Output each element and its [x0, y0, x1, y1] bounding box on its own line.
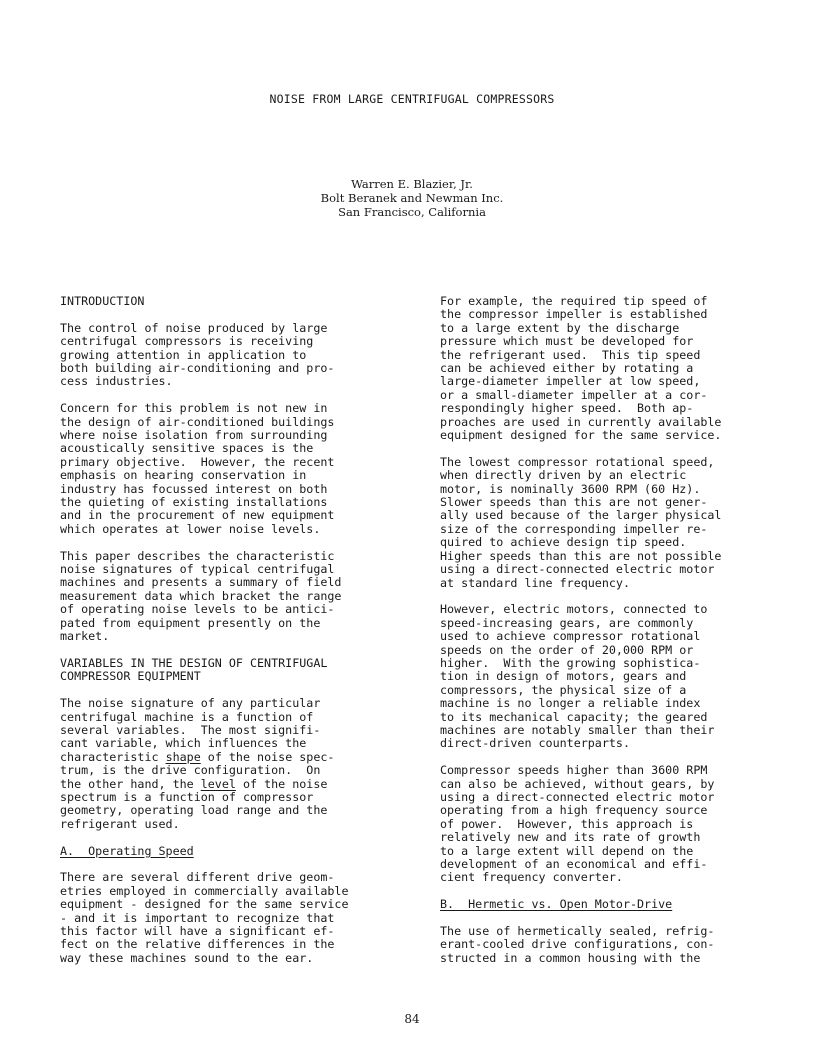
- subsection-title: B. Hermetic vs. Open Motor-Drive: [440, 897, 673, 912]
- author-block: [0, 177, 824, 219]
- emphasis-level: level: [200, 776, 236, 791]
- paragraph: The use of hermetically sealed, refrig- erant-cooled drive configurations, con- structed in a common housing with the: [440, 924, 715, 965]
- right-column: [440, 295, 800, 979]
- paragraph: However, electric motors, connected to speed-increasing gears, are commonly used to achieve compressor rotational speeds on the order of 20,000 RPM or higher. With the growing sophistica- tion in design of motors, gears and compressors, the physical size of a machine is no longer a reliable index to its mechanical capacity; the geared machines are notably smaller than their direct-driven counterparts.: [440, 602, 715, 751]
- subsection-heading-operating-speed: [60, 845, 412, 858]
- paragraph: [60, 697, 412, 831]
- paragraph-text: of the noise spectrum is a function of compressor geometry, operating load range and the refrigerant used.: [60, 776, 328, 831]
- paragraph-text: The noise signature of any particular centrifugal machine is a function of several variables. The most signifi- cant variable, which influences the characteristic: [60, 696, 321, 764]
- author-affiliation: Bolt Beranek and Newman Inc.: [320, 191, 504, 205]
- paragraph: The control of noise produced by large centrifugal compressors is receiving growing attention in application to both building air-conditioning and pro- cess industries.: [60, 320, 335, 389]
- author-name: Warren E. Blazier, Jr.: [351, 177, 473, 191]
- paragraph: This paper describes the characteristic noise signatures of typical centrifugal machines and presents a summary of field measurement data which bracket the range of operating noise levels to be antici- pated from equipment presently on the market.: [60, 548, 342, 644]
- paragraph: There are several different drive geom- etries employed in commercially available equipment - designed for the same service - and it is important to recognize that this factor will have a significant ef- fect on the relative differences in the way these machines sound to the ear.: [60, 870, 349, 965]
- paragraph-text: of the noise spec- trum, is the drive configuration. On the other hand, the: [60, 749, 335, 791]
- paragraph: Concern for this problem is not new in the design of air-conditioned buildings where noise isolation from surrounding acoustically sensitive spaces is the primary objective. However, the recent emphasis on hearing conservation in industry has focussed interest on both the quieting of existing installations and in the procurement of new equipment which operates at lower noise levels.: [60, 401, 335, 536]
- section-heading-variables: VARIABLES IN THE DESIGN OF CENTRIFUGAL COMPRESSOR EQUIPMENT: [60, 655, 328, 684]
- paragraph: The lowest compressor rotational speed, when directly driven by an electric motor, is nominally 3600 RPM (60 Hz). Slower speeds than this are not gener- ally used because of the larger physical size of the corresponding impeller re- quired to achieve design tip speed. Higher speeds than this are not possible using a direct-connected electric motor at standard line frequency.: [440, 454, 722, 590]
- paragraph: For example, the required tip speed of the compressor impeller is established to a large extent by the discharge pressure which must be developed for the refrigerant used. This tip speed can be achieved either by rotating a large-diameter impeller at low speed, or a small-diameter impeller at a cor- respondingly higher speed. Both ap- proaches are used in currently available equipment designed for the same service.: [440, 294, 722, 443]
- paragraph: Compressor speeds higher than 3600 RPM can also be achieved, without gears, by using a direct-connected electric motor operating from a high frequency source of power. However, this approach is relatively new and its rate of growth to a large extent will depend on the development of an economical and effi- cient frequency converter.: [440, 763, 715, 885]
- paper-title: NOISE FROM LARGE CENTRIFUGAL COMPRESSORS: [269, 92, 555, 106]
- subsection-heading-hermetic: [440, 898, 800, 911]
- emphasis-shape: shape: [165, 749, 201, 764]
- left-column: [60, 295, 412, 979]
- author-location: San Francisco, California: [338, 205, 486, 219]
- subsection-title: A. Operating Speed: [60, 843, 194, 858]
- section-heading-introduction: INTRODUCTION: [60, 294, 145, 308]
- page-number: 84: [404, 1012, 420, 1026]
